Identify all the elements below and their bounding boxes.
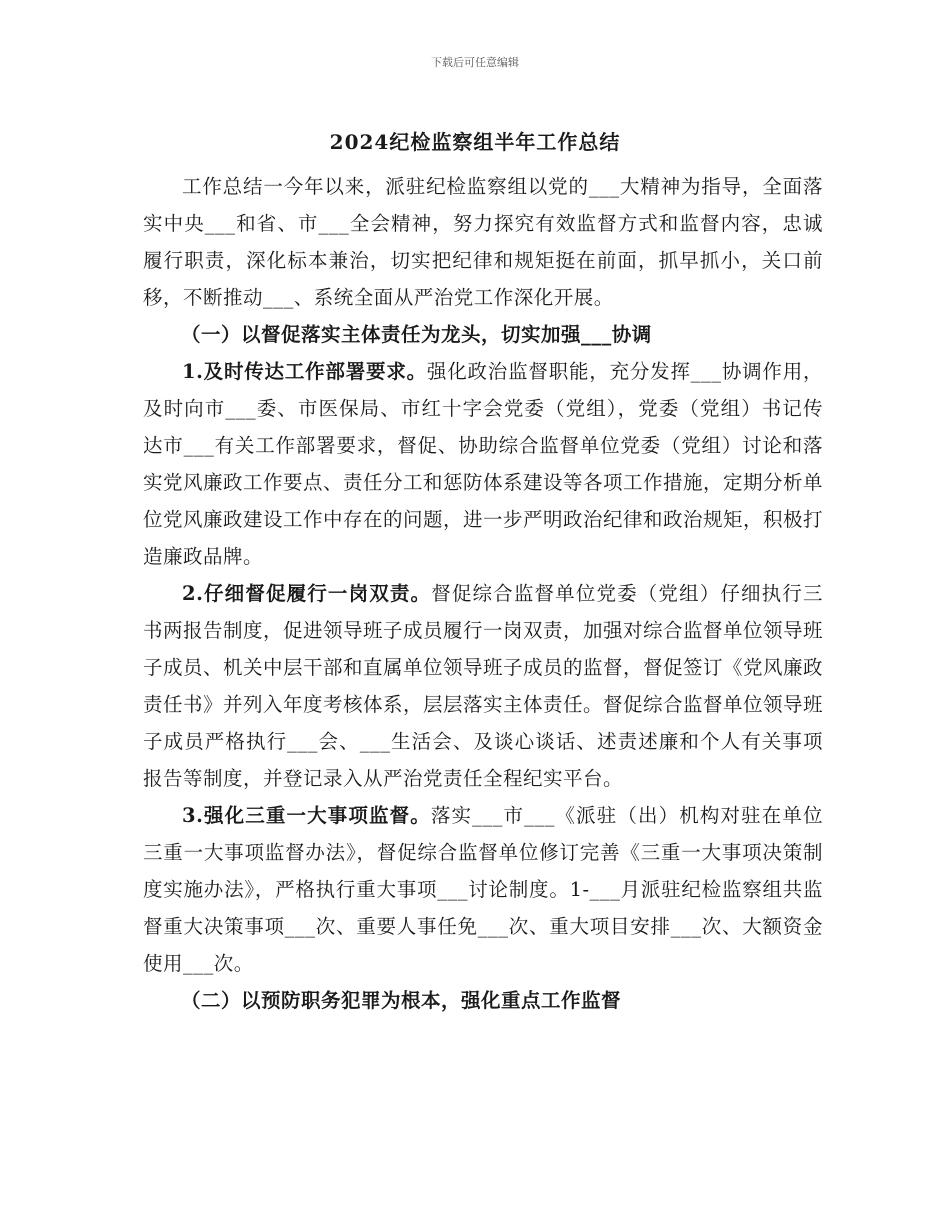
header-note: 下载后可任意编辑	[431, 56, 519, 69]
item-3-paragraph	[143, 797, 823, 982]
item-3-body: 落实___市___《派驻（出）机构对驻在单位三重一大事项监督办法》，督促综合监督单位修订完善《三重一大事项决策制度实施办法》，严格执行重大事项___讨论制度。1-___月派驻纪检监察组共监督重大决策事项___次、重要人事任免___次、重大项目安排___次、大额资金使用___次。	[143, 804, 823, 975]
item-3-lead: 3.强化三重一大事项监督。	[182, 804, 431, 827]
item-2-paragraph	[143, 575, 823, 797]
item-1-paragraph	[143, 353, 823, 575]
item-1-body: 强化政治监督职能，充分发挥___协调作用，及时向市___委、市医保局、市红十字会党委（党组），党委（党组）书记传达市___有关工作部署要求，督促、协助综合监督单位党委（党组）讨论和落实党风廉政工作要点、责任分工和惩防体系建设等各项工作措施，定期分析单位党风廉政建设工作中存在的问题，进一步严明政治纪律和政治规矩，积极打造廉政品牌。	[143, 360, 824, 568]
document-body	[143, 168, 823, 1019]
section-heading-2: （二）以预防职务犯罪为根本，强化重点工作监督	[181, 989, 622, 1012]
item-2-body: 督促综合监督单位党委（党组）仔细执行三书两报告制度，促进领导班子成员履行一岗双责，加强对综合监督单位领导班子成员、机关中层干部和直属单位领导班子成员的监督，督促签订《党风廉政责任书》并列入年度考核体系，层层落实主体责任。督促综合监督单位领导班子成员严格执行___会、___生活会、及谈心谈话、述责述廉和个人有关事项报告等制度，并登记录入从严治党责任全程纪实平台。	[143, 582, 824, 790]
document-title: 2024纪检监察组半年工作总结	[329, 130, 621, 154]
item-1-lead: 1.及时传达工作部署要求。	[182, 360, 427, 383]
section-heading-1: （一）以督促落实主体责任为龙头，切实加强___协调	[181, 323, 652, 346]
intro-paragraph: 工作总结一今年以来，派驻纪检监察组以党的___大精神为指导，全面落实中央___和省、市___全会精神，努力探究有效监督方式和监督内容，忠诚履行职责，深化标本兼治，切实把纪律和规矩挺在前面，抓早抓小，关口前移，不断推动___、系统全面从严治党工作深化开展。	[143, 175, 823, 309]
item-2-lead: 2.仔细督促履行一岗双责。	[182, 582, 432, 605]
